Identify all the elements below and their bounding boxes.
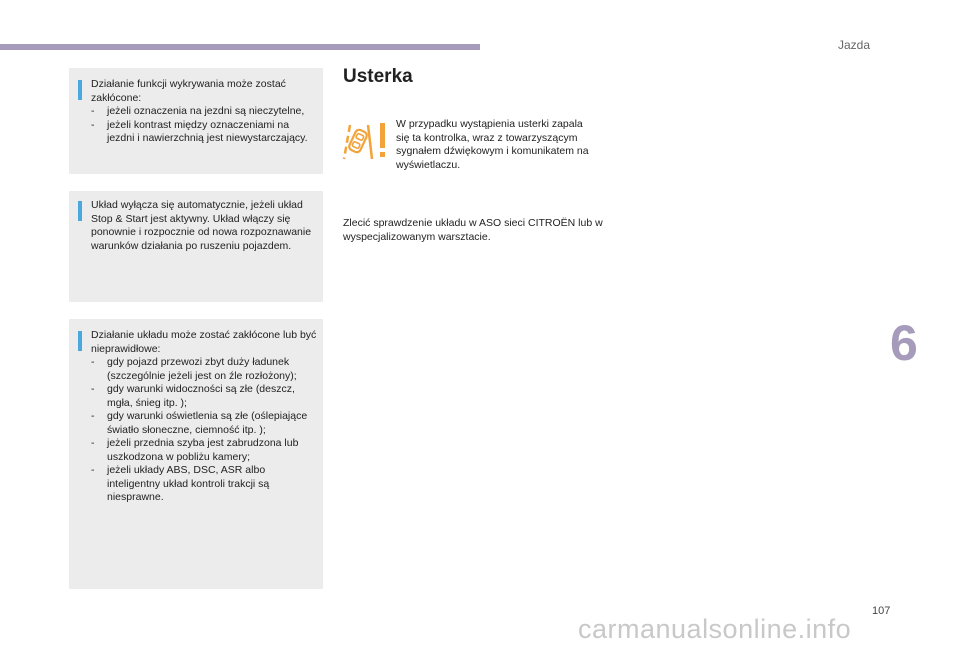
info-icon xyxy=(78,331,82,351)
info-icon xyxy=(78,80,82,100)
list-item: - jeżeli kontrast między oznaczeniami na jezdni i nawierzchnią jest niewystarczający. xyxy=(91,119,317,146)
chapter-number: 6 xyxy=(890,315,918,371)
info-box-stop-start xyxy=(69,191,323,302)
info-icon xyxy=(78,201,82,221)
lane-departure-warning-icon xyxy=(342,117,390,161)
section-name: Jazda xyxy=(838,38,871,52)
list-item: - jeżeli przednia szyba jest zabrudzona lub uszkodzona w pobliżu kamery; xyxy=(91,437,317,464)
list-item: - gdy pojazd przewozi zbyt duży ładunek (szczególnie jeżeli jest on źle rozłożony); xyxy=(91,356,317,383)
info-box-list xyxy=(91,356,317,505)
list-item: - jeżeli oznaczenia na jezdni są nieczytelne, xyxy=(91,105,317,119)
info-box-system-malfunction xyxy=(69,319,323,589)
info-box-intro: Działanie układu może zostać zakłócone lub być nieprawidłowe: xyxy=(91,329,317,355)
page-number: 107 xyxy=(872,605,891,617)
fault-description: W przypadku wystąpienia usterki zapala się ta kontrolka, wraz z towarzyszącym sygnałem dźwiękowym i komunikatem na wyświetlaczu. xyxy=(396,118,589,171)
info-box-intro: Układ wyłącza się automatycznie, jeżeli układ Stop & Start jest aktywny. Układ włączy się ponownie i rozpocznie od nowa rozpoznawanie warunków działania po ruszeniu pojazdem. xyxy=(91,199,312,252)
info-box-text xyxy=(91,78,317,146)
service-advice: Zlecić sprawdzenie układu w ASO sieci CITROËN lub w wyspecjalizowanym warsztacie. xyxy=(343,217,603,243)
list-item: - gdy warunki widoczności są złe (deszcz, mgła, śnieg itp. ); xyxy=(91,383,317,410)
info-box-text xyxy=(91,329,317,505)
header-accent-bar xyxy=(0,44,480,50)
info-box-text xyxy=(91,199,317,253)
section-title: Usterka xyxy=(343,66,413,87)
info-box-list xyxy=(91,105,317,146)
watermark: carmanualsonline.info xyxy=(578,614,852,644)
list-item: - gdy warunki oświetlenia są złe (oślepiające światło słoneczne, ciemność itp. ); xyxy=(91,410,317,437)
info-box-detection-interference xyxy=(69,68,323,174)
info-box-intro: Działanie funkcji wykrywania może zostać zakłócone: xyxy=(91,78,286,104)
list-item: - jeżeli układy ABS, DSC, ASR albo inteligentny układ kontroli trakcji są niesprawne. xyxy=(91,464,317,505)
